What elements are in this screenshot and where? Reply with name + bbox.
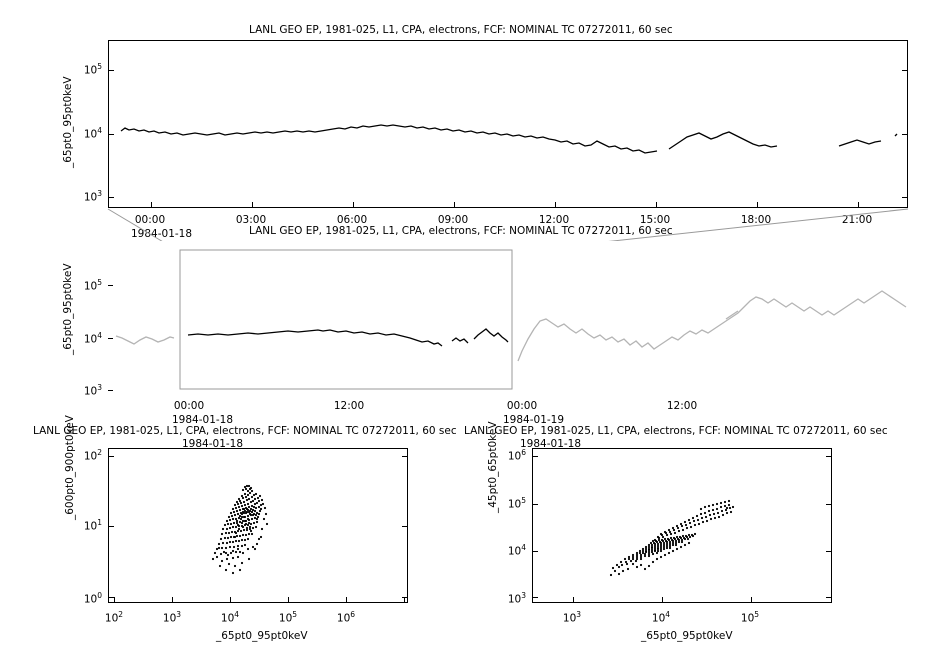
mid-ytick-1e5: $10^5$ [83, 277, 102, 293]
top-xtick-0300: 03:00 [235, 214, 267, 226]
bl-panel-xlabel: _65pt0_95pt0keV [216, 630, 308, 642]
top-ytick-1e5: $10^5$ [83, 61, 102, 77]
br-xtick-1e3: $10^3$ [562, 610, 582, 625]
br-date-label: 1984-01-18 [520, 438, 582, 450]
mid-date-label-right: 1984-01-19 [503, 414, 565, 426]
bl-date-label: 1984-01-18 [182, 438, 244, 450]
bl-panel-axes [108, 448, 408, 603]
top-panel-plot [109, 41, 907, 207]
br-ytick-1e4: $10^4$ [507, 542, 526, 558]
br-ytick-1e3: $10^3$ [507, 590, 526, 606]
br-ytick-1e5: $10^5$ [507, 495, 526, 511]
br-panel-ylabel: _45pt0_65pt0keV [487, 421, 499, 513]
bl-xtick-1e6: $10^6$ [336, 610, 356, 625]
mid-date-label-left: 1984-01-18 [172, 414, 234, 426]
middle-panel-plot [108, 241, 908, 393]
mid-xtick-2: 12:00 [333, 400, 365, 412]
top-xtick-0900: 09:00 [437, 214, 469, 226]
bl-ytick-1e0: $10^0$ [83, 590, 102, 606]
br-xtick-1e4: $10^4$ [651, 610, 671, 625]
mid-xtick-3: 00:00 [506, 400, 538, 412]
top-panel-axes [108, 40, 908, 208]
top-ytick-1e4: $10^4$ [83, 125, 102, 141]
top-panel-title: LANL GEO EP, 1981-025, L1, CPA, electrons, FCF: NOMINAL TC 07272011, 60 sec [249, 24, 673, 36]
top-xtick-1200: 12:00 [538, 214, 570, 226]
mid-ytick-1e3: $10^3$ [83, 382, 102, 398]
bl-panel-plot [109, 449, 407, 602]
top-xtick-2100: 21:00 [841, 214, 873, 226]
bl-panel-ylabel: _600pt0_900pt0keV [64, 415, 76, 520]
bl-ytick-1e1: $10^1$ [83, 517, 102, 533]
br-panel-axes [532, 448, 832, 603]
bl-xtick-1e5: $10^5$ [278, 610, 298, 625]
bl-xtick-1e4: $10^4$ [220, 610, 240, 625]
top-date-label: 1984-01-18 [131, 228, 193, 240]
middle-panel-ylabel: _65pt0_95pt0keV [62, 263, 74, 355]
br-panel-plot [533, 449, 831, 602]
br-panel-title: LANL GEO EP, 1981-025, L1, CPA, electrons, FCF: NOMINAL TC 07272011, 60 sec [464, 425, 888, 437]
middle-panel-title: LANL GEO EP, 1981-025, L1, CPA, electrons, FCF: NOMINAL TC 07272011, 60 sec [249, 225, 673, 237]
br-xtick-1e5: $10^5$ [740, 610, 760, 625]
mid-ytick-1e4: $10^4$ [83, 330, 102, 346]
bl-xtick-1e3: $10^3$ [162, 610, 182, 625]
middle-panel-axes [108, 241, 908, 393]
top-xtick-1800: 18:00 [740, 214, 772, 226]
top-ytick-1e3: $10^3$ [83, 188, 102, 204]
top-xtick-1500: 15:00 [639, 214, 671, 226]
bl-panel-title: LANL GEO EP, 1981-025, L1, CPA, electrons, FCF: NOMINAL TC 07272011, 60 sec [33, 425, 457, 437]
top-xtick-0000: 00:00 [134, 214, 166, 226]
mid-xtick-4: 12:00 [666, 400, 698, 412]
br-panel-xlabel: _65pt0_95pt0keV [641, 630, 733, 642]
top-xtick-0600: 06:00 [336, 214, 368, 226]
top-panel-ylabel: _65pt0_95pt0keV [62, 76, 74, 168]
br-ytick-1e6: $10^6$ [507, 447, 526, 463]
bl-ytick-1e2: $10^2$ [83, 447, 102, 463]
mid-xtick-1: 00:00 [173, 400, 205, 412]
bl-xtick-1e2: $10^2$ [104, 610, 124, 625]
